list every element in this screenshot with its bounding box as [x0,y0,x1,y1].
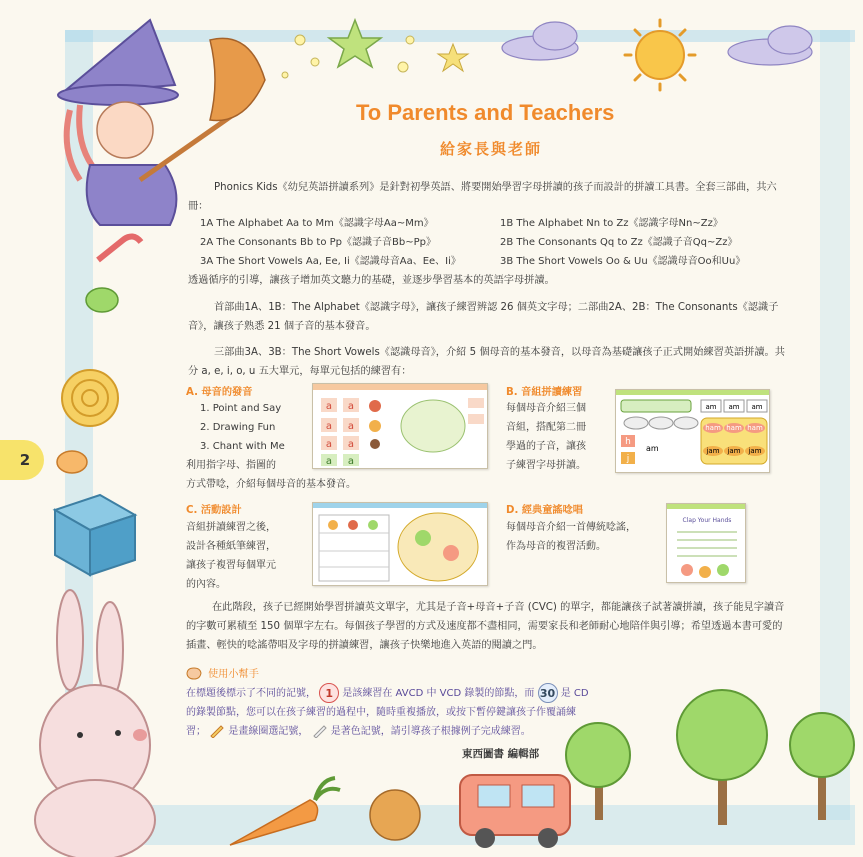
section-c-line: 音組拼讀練習之後， [186,522,276,533]
candy-icon [86,288,118,312]
section-a-text: 利用指字母、指圖的 [186,460,276,471]
section-c-line: 讓孩子複習每個單元 [186,560,276,571]
cloud-icon-right [728,26,812,65]
book-3a: 3A The Short Vowels Aa, Ee, Ii《認識母音Aa、Ee、Ii》 [200,256,461,267]
section-a-item: 3. Chant with Me [200,441,285,452]
vcd-badge: 1 [319,683,339,703]
page-number: 2 [0,440,44,480]
thumb-word: am [646,444,659,453]
thumb-word: am [751,403,763,411]
crayon-icon [312,724,328,738]
section-b-line: 學過的子音，讓孩 [506,441,586,452]
book-2a: 2A The Consonants Bb to Pp《認識子音Bb~Pp》 [200,237,436,248]
help-heading [186,665,259,680]
paragraph-4: 在此階段，孩子已經開始學習拼讀英文單字，尤其是子音+母音+子音 (CVC) 的單字，都能讓孩子試著讀拼讀，孩子能見字讀音的字數可累積至 150 個單字左右。每個孩子學習的方式及速度都不盡相同，需要家長和老師耐心地陪伴與引導；希望透過本書可愛的插畫、輕快的唸謠帶唱及字母的拼讀練習，讓孩子快樂地進入英語的閱讀之門。 [186,602,785,651]
book-row [200,214,800,233]
bunny-illustration [35,590,155,857]
thumb-word: j [626,454,630,464]
help-text [186,683,686,741]
section-a-item: 2. Drawing Fun [200,422,276,433]
car-icon [460,775,570,848]
section-c-line: 的內容。 [186,579,226,590]
section-b-thumbnail [615,389,770,473]
thumb-word: jam [706,447,720,455]
section-a-items [200,399,310,456]
thumb-word: h [625,437,631,447]
page-subtitle: 給家長與老師 [440,140,543,158]
section-c-heading: C. 活動設計 [186,505,242,516]
sun-icon [625,20,695,90]
thumb-word: ham [747,424,763,432]
pencil-icon [209,724,225,738]
intro-paragraph: Phonics Kids《幼兒英語拼讀系列》是針對初學英語、將要開始學習字母拼讀的孩子而設計的拼讀工具書。全套三部曲，共六冊： [188,182,777,212]
section-c-line: 設計各種紙筆練習， [186,541,276,552]
help-text-part: 習； [186,726,206,737]
thumb-letter: a [347,401,355,412]
book-1b: 1B The Alphabet Nn to Zz《認識字母Nn~Zz》 [500,218,723,229]
section-a-heading: A. 母音的發音 [186,387,253,398]
help-line-3 [186,722,686,741]
section-b-text [506,399,616,475]
thumb-letter: a [347,421,355,432]
thumb-letter: a [325,439,333,450]
paragraph-3: 三部曲3A、3B：The Short Vowels《認識母音》，介紹 5 個母音的基本發音，以母音為基礎讓孩子正式開始練習英語拼讀。共分 a, e, i, o, u 五大單元，每單元包括的練習有： [188,347,785,377]
lollipop-icon [62,370,118,426]
section-c-text [186,518,306,594]
thumb-song-title: Clap Your Hands [682,517,732,524]
small-star-icon [438,44,468,71]
star-icon [329,20,381,67]
section-b-line: 子練習字母拼讀。 [506,460,586,471]
book-2b: 2B The Consonants Qq to Zz《認識子音Qq~Zz》 [500,237,738,248]
hand-icon [186,666,202,680]
thumb-letter: a [347,456,355,467]
section-d-line: 每個母音介紹一首傳統唸謠， [506,522,636,533]
section-b-heading: B. 音組拼讀練習 [506,387,583,398]
section-c-thumbnail [312,502,488,586]
help-line-2: 的錄製節點，您可以在孩子練習的過程中，隨時重複播放，或按下暫停鍵讓孩子作覆誦練 [186,707,576,718]
section-a-text-2: 方式帶唸，介紹每個母音的基本發音。 [186,479,356,490]
onion-icon [370,790,420,840]
thumb-word: jam [748,447,762,455]
page-title: To Parents and Teachers [356,100,615,125]
help-text-part: 是該練習在 AVCD 中 VCD 錄製的節點，而 [342,688,535,699]
cloud-icon [502,22,578,60]
signature: 東西圖書 編輯部 [462,748,540,760]
section-b-line: 每個母音介紹三個 [506,403,586,414]
thumb-word: ham [705,424,721,432]
section-a-item: 1. Point and Say [200,403,282,414]
thumb-letter: a [325,421,333,432]
book-1a: 1A The Alphabet Aa to Mm《認識字母Aa~Mm》 [200,218,434,229]
paragraph-2: 首部曲1A、1B：The Alphabet《認識字母》，讓孩子練習辨認 26 個英文字母；二部曲2A、2B：The Consonants《認識子音》，讓孩子熟悉 21 個子音的基本發音。 [188,302,779,332]
help-text-part: 在標題後標示了不同的記號， [186,688,316,699]
thumb-word: jam [727,447,741,455]
book-row [200,233,800,252]
thumb-letter: a [347,439,355,450]
section-d-text [506,518,666,556]
cube-icon [55,495,135,575]
help-line-1 [186,683,686,703]
section-d-thumbnail [666,503,746,583]
section-d-heading: D. 經典童謠唸唱 [506,505,583,516]
help-text-part: 是畫線圈選記號， [228,726,309,737]
dots-decoration [282,35,414,78]
thumb-word: am [728,403,740,411]
intro-end: 透過循序的引導，讓孩子增加英文聽力的基礎，並逐步學習基本的英語字母拼讀。 [188,275,555,286]
book-3b: 3B The Short Vowels Oo & Uu《認識母音Oo和Uu》 [500,256,746,267]
carrot-icon [230,778,340,845]
section-d-line: 作為母音的複習活動。 [506,541,606,552]
thumb-word: ham [726,424,742,432]
help-text-part: 是 CD [560,688,589,699]
thumb-letter: a [325,401,333,412]
section-b-line: 音組，搭配第二冊 [506,422,586,433]
help-title: 使用小幫手 [208,669,259,680]
cd-badge: 30 [538,683,558,703]
candy-cane-icon [98,236,141,260]
thumb-letter: a [325,456,333,467]
wrapped-candy-icon [57,451,87,473]
section-a-thumbnail [312,383,488,469]
book-list [200,214,800,271]
help-text-part: 是著色記號，請引導孩子根據例子完成練習。 [330,726,531,737]
thumb-word: am [705,403,717,411]
book-row [200,252,800,271]
